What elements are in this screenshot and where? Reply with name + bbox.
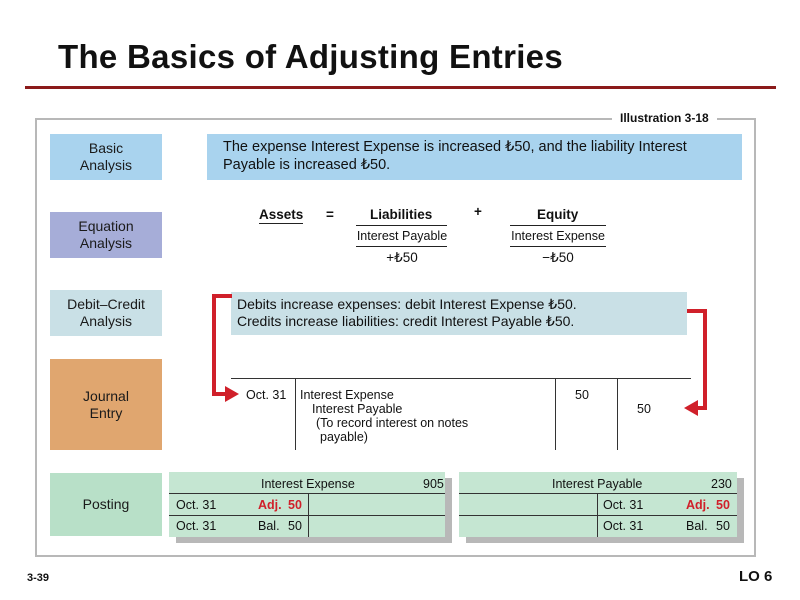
- illustration-label: Illustration 3-18: [612, 111, 717, 125]
- left-row2-amount: 50: [288, 519, 302, 533]
- journal-top-rule: [231, 378, 691, 379]
- journal-entry-label: [50, 359, 162, 450]
- assets-underline: [259, 223, 303, 224]
- equity-subline: [510, 246, 606, 247]
- right-row2-date: Oct. 31: [603, 519, 644, 533]
- slide-number: 3-39: [27, 572, 50, 584]
- equation-liabilities: Liabilities: [370, 207, 433, 222]
- debit-rule-line: Debits increase expenses: debit Interest Expense ₺50.: [237, 296, 577, 312]
- journal-debit-amount: 50: [575, 388, 589, 402]
- left-row2-label: Bal.: [258, 519, 280, 533]
- title-rule: [25, 86, 776, 89]
- equation-assets: Assets: [259, 207, 304, 222]
- equation-equals: =: [326, 207, 334, 222]
- left-ledger-midline: [169, 515, 445, 516]
- basic-label-line1: Basic: [88, 140, 124, 156]
- je-label-line2: Entry: [89, 404, 123, 421]
- journal-explanation-1: (To record interest on notes: [316, 416, 469, 430]
- dc-label-line1: Debit–Credit: [67, 296, 145, 312]
- right-ledger-hline: [459, 493, 737, 494]
- basic-analysis-text: [207, 134, 742, 180]
- left-ledger-number: 905: [423, 477, 444, 491]
- equity-line: [510, 225, 606, 226]
- right-ledger-account: Interest Payable: [552, 477, 643, 491]
- journal-credit-account: Interest Payable: [312, 402, 403, 416]
- journal-credit-divider: [617, 379, 618, 450]
- basic-analysis-line2: Payable is increased ₺50.: [223, 157, 391, 173]
- journal-debit-account: Interest Expense: [300, 388, 394, 402]
- posting-label: Posting: [50, 473, 162, 536]
- journal-debit-divider: [555, 379, 556, 450]
- left-row2-date: Oct. 31: [176, 519, 217, 533]
- equity-account: Interest Expense: [511, 229, 605, 243]
- journal-credit-amount: 50: [637, 402, 651, 416]
- debit-credit-text: [231, 292, 687, 335]
- equation-plus: +: [474, 204, 482, 219]
- liabilities-change: +₺50: [386, 250, 418, 265]
- basic-analysis-label: [50, 134, 162, 180]
- je-label-line1: Journal: [83, 387, 129, 404]
- left-ledger-vline: [308, 493, 309, 537]
- equation-analysis-label: [50, 212, 162, 258]
- dc-label-line2: Analysis: [79, 313, 133, 329]
- right-row1-label: Adj.: [686, 498, 710, 512]
- equity-change: −₺50: [542, 250, 574, 265]
- right-row2-label: Bal.: [686, 519, 708, 533]
- left-ledger-hline: [169, 493, 445, 494]
- right-arrow-head-icon: [684, 400, 698, 416]
- right-row2-amount: 50: [716, 519, 730, 533]
- left-ledger-account: Interest Expense: [261, 477, 355, 491]
- left-row1-date: Oct. 31: [176, 498, 217, 512]
- learning-objective: LO 6: [739, 568, 773, 585]
- liabilities-account: Interest Payable: [356, 229, 448, 243]
- left-row1-label: Adj.: [258, 498, 282, 512]
- journal-date: Oct. 31: [246, 388, 287, 402]
- equation-label-line2: Analysis: [79, 235, 133, 251]
- journal-explanation-2: payable): [320, 430, 368, 444]
- liabilities-subline: [356, 246, 447, 247]
- journal-date-divider: [295, 379, 296, 450]
- right-row1-amount: 50: [716, 498, 730, 512]
- left-row1-amount: 50: [288, 498, 302, 512]
- basic-analysis-line1: The expense Interest Expense is increased ₺50, and the liability Interest: [223, 139, 687, 155]
- liabilities-line: [356, 225, 447, 226]
- right-ledger-midline: [459, 515, 737, 516]
- debit-credit-analysis-label: [50, 290, 162, 336]
- credit-rule-line: Credits increase liabilities: credit Interest Payable ₺50.: [237, 313, 575, 329]
- left-arrow-head-icon: [225, 386, 239, 402]
- basic-label-line2: Analysis: [79, 157, 133, 173]
- right-row1-date: Oct. 31: [603, 498, 644, 512]
- right-ledger-vline: [597, 493, 598, 537]
- page-title: The Basics of Adjusting Entries: [58, 38, 563, 75]
- left-arrow-vertical: [212, 294, 216, 394]
- equation-label-line1: Equation: [78, 218, 134, 234]
- equation-equity: Equity: [537, 207, 579, 222]
- right-ledger-number: 230: [711, 477, 732, 491]
- right-arrow-vertical: [703, 309, 707, 410]
